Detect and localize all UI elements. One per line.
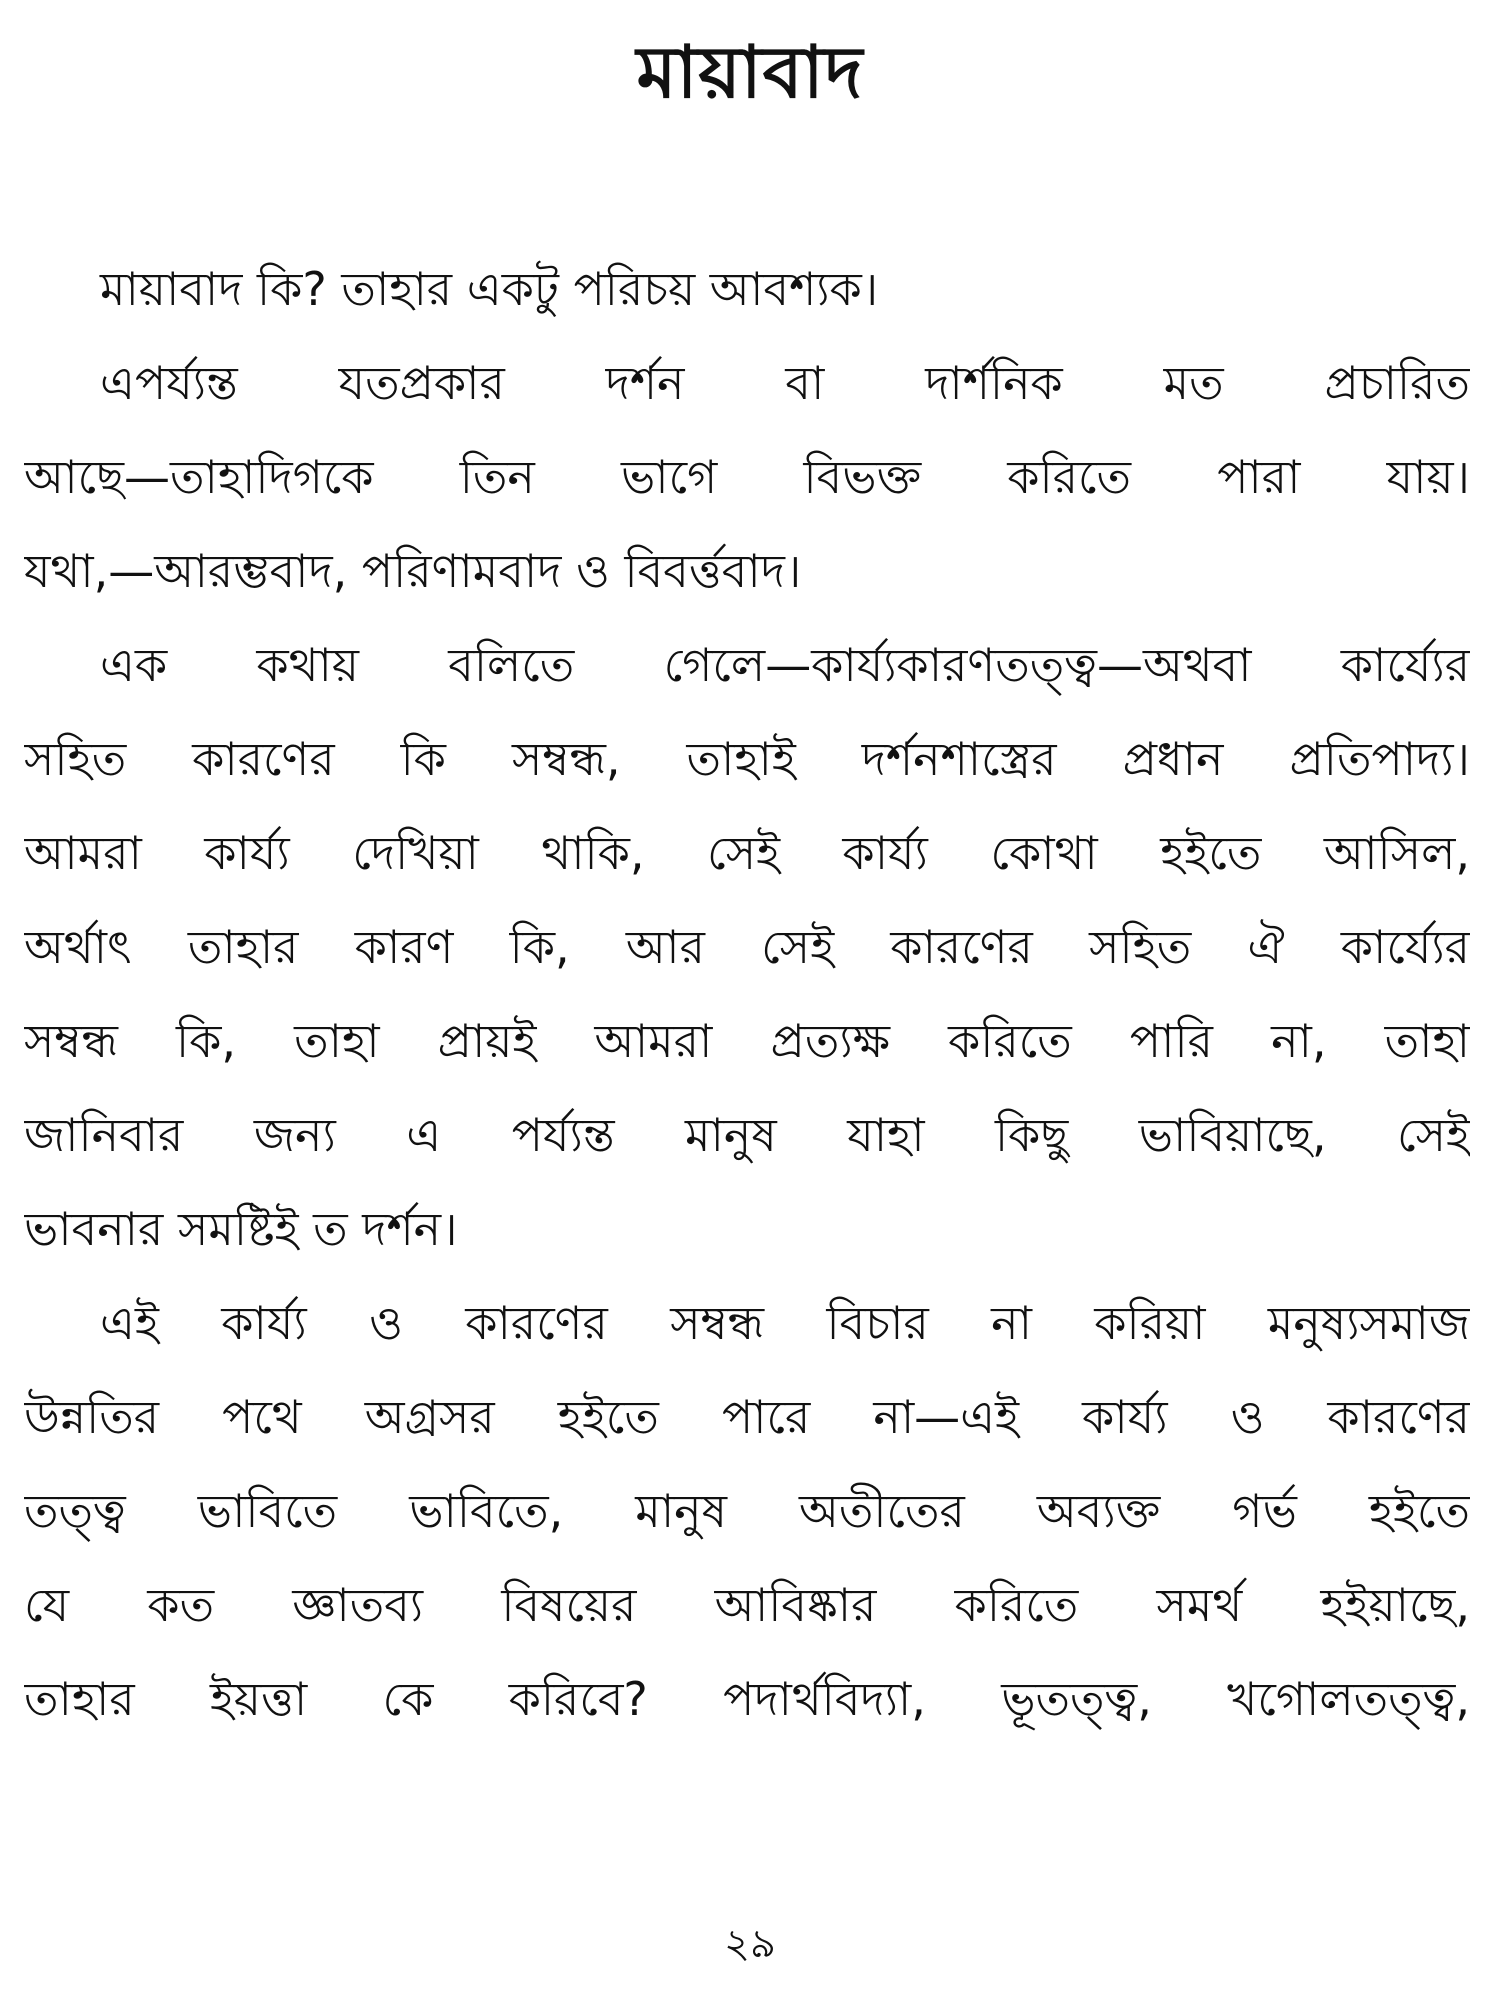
text-line: যথা,—আরম্ভবাদ, পরিণামবাদ ও বিবর্ত্তবাদ। (24, 544, 802, 598)
text-line: তত্ত্ব ভাবিতে ভাবিতে, মানুষ অতীতের অব্যক্ত গর্ভ হইতে (24, 1484, 1470, 1538)
body-text (24, 242, 1470, 1746)
text-line: আছে—তাহাদিগকে তিন ভাগে বিভক্ত করিতে পারা যায়। (24, 450, 1470, 504)
text-line: অর্থাৎ তাহার কারণ কি, আর সেই কারণের সহিত ঐ কার্য্যের (24, 920, 1470, 974)
text-line: মায়াবাদ কি? তাহার একটু পরিচয় আবশ্যক। (100, 262, 879, 316)
text-line: ভাবনার সমষ্টিই ত দর্শন। (24, 1202, 458, 1256)
text-line: সম্বন্ধ কি, তাহা প্রায়ই আমরা প্রত্যক্ষ করিতে পারি না, তাহা (24, 1014, 1470, 1068)
text-line: উন্নতির পথে অগ্রসর হইতে পারে না—এই কার্য্য ও কারণের (24, 1390, 1470, 1444)
page-number: ২৯ (724, 1921, 776, 1967)
text-line: এপর্য্যন্ত যতপ্রকার দর্শন বা দার্শনিক মত প্রচারিত (100, 356, 1470, 410)
text-line: জানিবার জন্য এ পর্য্যন্ত মানুষ যাহা কিছু ভাবিয়াছে, সেই (24, 1108, 1470, 1162)
text-line: এক কথায় বলিতে গেলে—কার্য্যকারণতত্ত্ব—অথবা কার্য্যের (100, 638, 1470, 692)
text-line: তাহার ইয়ত্তা কে করিবে? পদার্থবিদ্যা, ভূতত্ত্ব, খগোলতত্ত্ব, (24, 1672, 1470, 1726)
text-line: আমরা কার্য্য দেখিয়া থাকি, সেই কার্য্য কোথা হইতে আসিল, (24, 826, 1470, 880)
text-line: এই কার্য্য ও কারণের সম্বন্ধ বিচার না করিয়া মনুষ্যসমাজ (100, 1296, 1470, 1350)
text-line: যে কত জ্ঞাতব্য বিষয়ের আবিষ্কার করিতে সমর্থ হইয়াছে, (24, 1578, 1470, 1632)
text-line: সহিত কারণের কি সম্বন্ধ, তাহাই দর্শনশাস্ত্রের প্রধান প্রতিপাদ্য। (24, 732, 1470, 786)
page-title: মায়াবাদ (636, 30, 864, 114)
